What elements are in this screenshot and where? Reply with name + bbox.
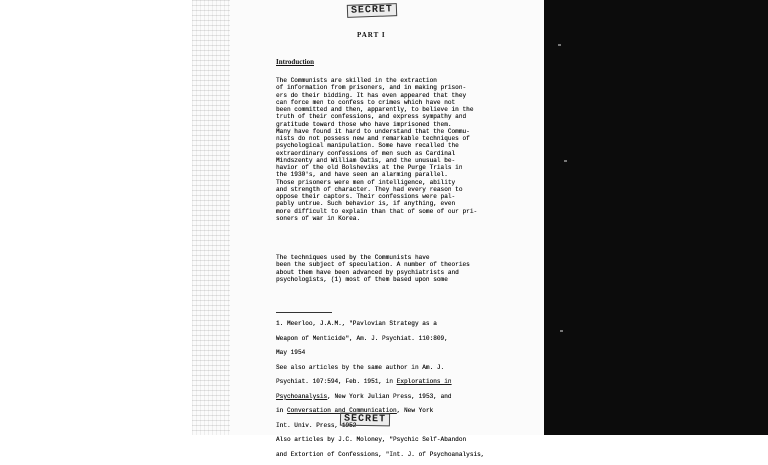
footnote-line: Weapon of Menticide", Am. J. Psychiat. 110:809, xyxy=(276,334,448,342)
footnote-line: 1. Meerloo, J.A.M., "Pavlovian Strategy as a xyxy=(276,320,437,328)
footnote-text: , New York Julian Press, 1953, and xyxy=(327,392,452,400)
footnote-text: , New York xyxy=(396,407,434,415)
part-title: PART I xyxy=(357,31,386,39)
scan-dark-margin xyxy=(544,0,768,435)
scan-speck xyxy=(558,44,561,46)
footnote-line: Also articles by J.C. Moloney, "Psychic Self-Abandon xyxy=(276,436,467,444)
footnote-line xyxy=(276,393,496,400)
footnote-line: and Extortion of Confessions, "Int. J. of Psychoanalysis, xyxy=(276,450,485,458)
footnote xyxy=(276,313,496,465)
footnote-text: in xyxy=(276,407,287,415)
scan-speck xyxy=(564,160,567,162)
footnote-line: May 1954 xyxy=(276,349,306,357)
paragraph-2: The techniques used by the Communists have been the subject of speculation. A number of theories about them have been advanced by psychiatrists and psychologists, (1) most of them based upon some xyxy=(276,254,470,283)
classification-stamp-top: SECRET xyxy=(347,3,397,18)
scan-edge-noise xyxy=(192,0,230,435)
section-heading: Introduction xyxy=(276,58,314,66)
footnote-title: Psychoanalysis xyxy=(276,392,328,400)
scan-speck xyxy=(560,330,563,332)
classification-stamp-bottom: SECRET xyxy=(340,413,390,427)
footnote-title: Conversation and Communication xyxy=(286,407,397,415)
paragraph-1: The Communists are skilled in the extraction of information from prisoners, and in making prison- ers do their bidding. It has even appeared that they can force men to confess to crimes which have not been committed and then, apparently, to believe in the truth of their confessions, and express sympathy and gratitude toward those who have imprisoned them. Many have found it hard to understand that the Commu- nists do not possess new and remarkable techniques of psychological manipulation. Some have recalled the extraordinary confessions of men such as Cardinal Mindszenty and William Oatis, and the unusual be- havior of the old Bolsheviks at the Purge Trials in the 1930's, and have seen an alarming parallel. Those prisoners were men of intelligence, ability and strength of character. They had every reason to oppose their captors. Their confessions were pal- pably untrue. Such behavior is, if anything, even more difficult to explain than that of some of our pri- soners of war in Korea. xyxy=(276,77,478,222)
footnote-line xyxy=(276,378,496,385)
scanned-page xyxy=(192,0,544,458)
footnote-title: Explorations in xyxy=(396,378,452,386)
footnote-line: Int. Univ. Press, 1952 xyxy=(276,421,357,429)
footnote-text: Psychiat. 107:594, Feb. 1951, in xyxy=(276,378,397,386)
footnote-line: See also articles by the same author in Am. J. xyxy=(276,363,445,371)
